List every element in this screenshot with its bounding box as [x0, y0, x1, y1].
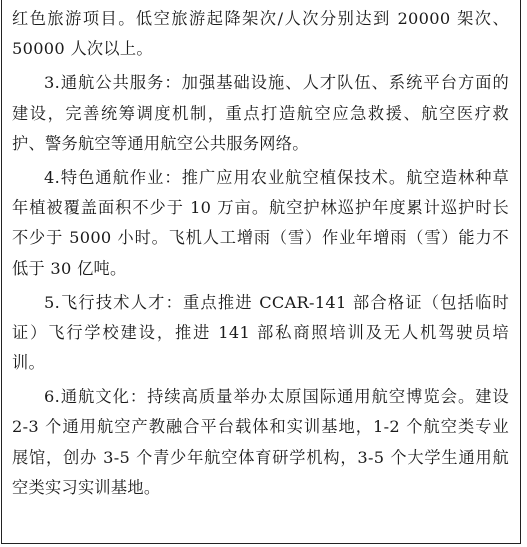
text-line: 不少于 5000 小时。飞机人工增雨（雪）作业年增雨（雪）能力不: [12, 228, 509, 248]
text-line: 低于 30 亿吨。: [12, 258, 127, 278]
text-line: 证）飞行学校建设，推进 141 部私商照培训及无人机驾驶员培: [12, 322, 509, 342]
section-heading-line: 4.特色通航作业：推广应用农业航空植保技术。航空造林种草: [44, 167, 509, 187]
text-line: 建设，完善统筹调度机制，重点打造航空应急救援、航空医疗救: [12, 103, 509, 123]
bordered-text-box: [1, 0, 521, 544]
text-line: 护、警务航空等通用航空公共服务网络。: [12, 133, 309, 153]
text-line: 红色旅游项目。低空旅游起降架次/人次分别达到 20000 架次、: [12, 9, 509, 28]
text-line: 年植被覆盖面积不少于 10 万亩。航空护林巡护年度累计巡护时长: [12, 198, 509, 218]
text-line: 展馆，创办 3-5 个青少年航空体育研学机构，3-5 个大学生通用航: [12, 447, 509, 467]
section-heading-line: 5.飞行技术人才：重点推进 CCAR-141 部合格证（包括临时: [44, 292, 509, 312]
section-heading-line: 3.通航公共服务：加强基础设施、人才队伍、系统平台方面的: [44, 73, 509, 93]
text-line: 空类实习实训基地。: [12, 477, 161, 497]
section-heading-line: 6.通航文化：持续高质量举办太原国际通用航空博览会。建设: [44, 387, 509, 407]
text-line: 训。: [12, 353, 45, 373]
text-line: 2-3 个通用航空产教融合平台载体和实训基地，1-2 个航空类专业: [12, 417, 509, 437]
text-line: 50000 人次以上。: [12, 39, 153, 59]
